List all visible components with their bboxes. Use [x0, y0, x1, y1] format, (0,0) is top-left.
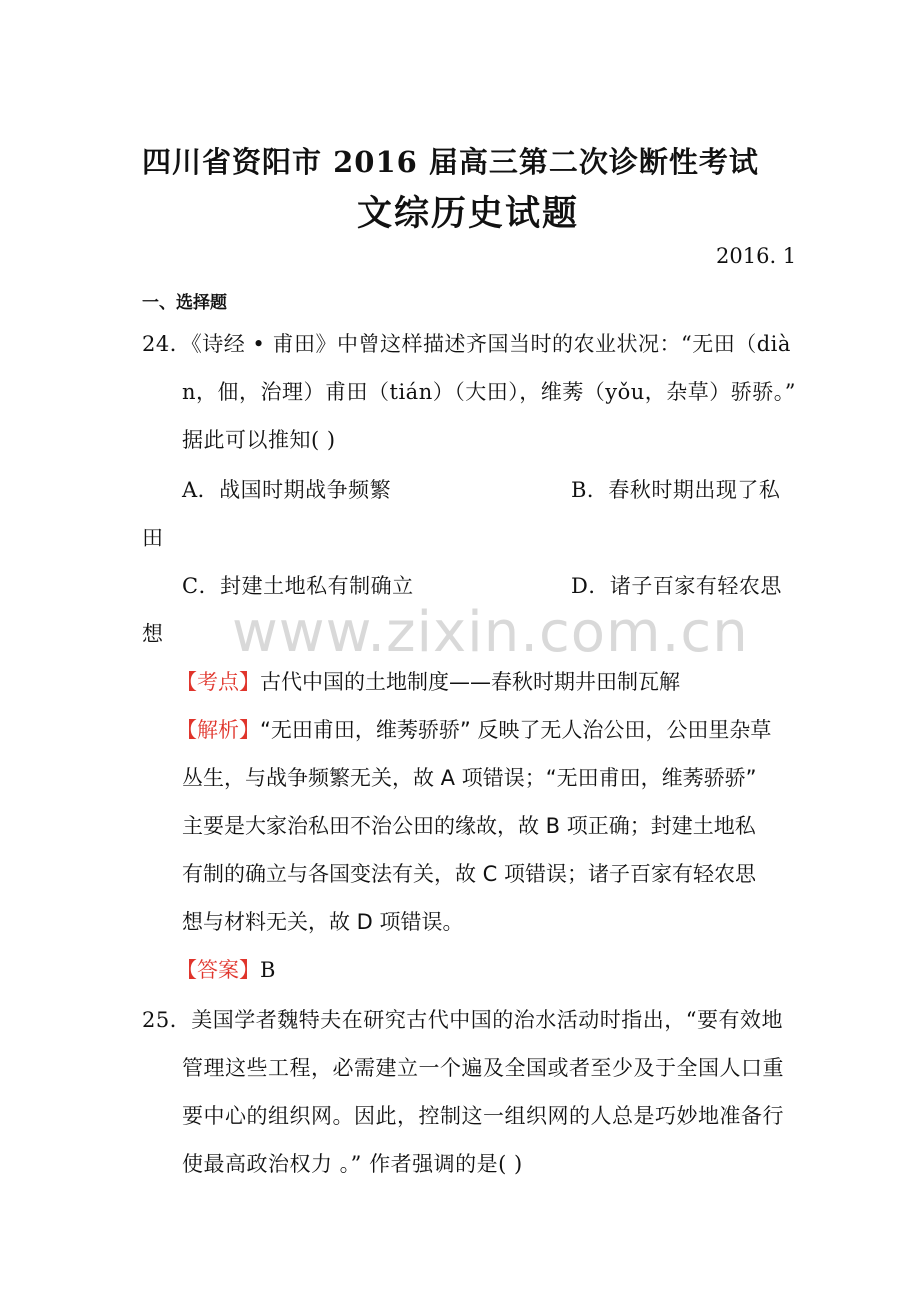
q24-option-b: B．春秋时期出现了私 — [571, 478, 781, 502]
q24-stem-line2: n，佃，治理）甫田（tián）（大田），维莠（yǒu，杂草）骄骄。” — [182, 380, 796, 404]
jiexi-line4: 有制的确立与各国变法有关，故 C 项错误；诸子百家有轻农思 — [182, 862, 757, 886]
section-heading: 一、选择题 — [142, 293, 227, 313]
jiexi-tag: 【解析】 — [176, 718, 260, 742]
document-subtitle: 文综历史试题 — [357, 194, 580, 234]
q24-option-d-wrap: 想 — [142, 622, 164, 646]
q24-stem-line3: 据此可以推知( ) — [182, 428, 336, 452]
answer-tag: 【答案】 — [176, 958, 260, 982]
jiexi-text: “无田甫田，维莠骄骄” 反映了无人治公田，公田里杂草 — [260, 718, 772, 742]
q25-line4: 使最高政治权力 。” 作者强调的是( ) — [182, 1152, 523, 1176]
jiexi-line5: 想与材料无关，故 D 项错误。 — [182, 910, 464, 934]
jiexi-line2: 丛生，与战争频繁无关，故 A 项错误；“无田甫田，维莠骄骄” — [182, 766, 757, 790]
jiexi-line1 — [176, 714, 771, 744]
kaodian-text: 古代中国的土地制度——春秋时期井田制瓦解 — [260, 670, 680, 694]
q24-option-b-wrap: 田 — [142, 526, 164, 550]
answer-value: B — [260, 958, 276, 982]
kaodian-line — [176, 666, 680, 696]
q24-option-a: A．战国时期战争频繁 — [182, 478, 392, 502]
q24-stem-line1: 24．《诗经 • 甫田》中曾这样描述齐国当时的农业状况：“无田（dià — [142, 332, 791, 356]
q24-option-c: C．封建土地私有制确立 — [182, 574, 414, 598]
jiexi-line3: 主要是大家治私田不治公田的缘故，故 B 项正确；封建土地私 — [182, 814, 756, 838]
kaodian-tag: 【考点】 — [176, 670, 260, 694]
q25-line2: 管理这些工程，必需建立一个遍及全国或者至少及于全国人口重 — [182, 1056, 784, 1080]
answer-line — [176, 954, 275, 984]
q24-option-d: D．诸子百家有轻农思 — [571, 574, 782, 598]
q25-line3: 要中心的组织网。因此，控制这一组织网的人总是巧妙地准备行 — [182, 1104, 784, 1128]
document-title: 四川省资阳市 2016 届高三第二次诊断性考试 — [142, 145, 759, 179]
document-date: 2016. 1 — [716, 244, 797, 268]
watermark: www.zixin.com.cn — [232, 600, 749, 665]
q25-line1: 25．美国学者魏特夫在研究古代中国的治水活动时指出，“要有效地 — [142, 1008, 783, 1032]
